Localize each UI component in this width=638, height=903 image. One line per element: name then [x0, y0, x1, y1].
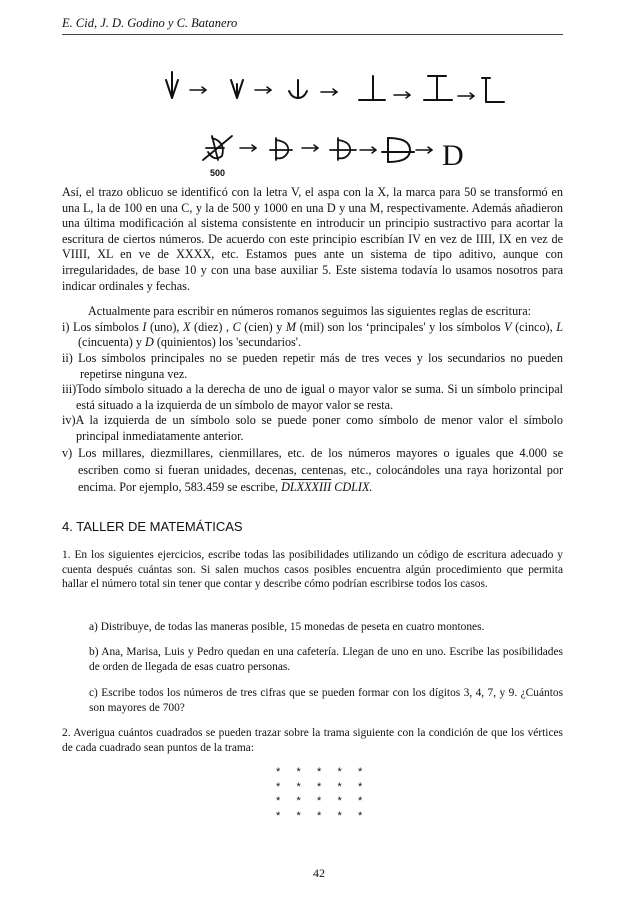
arrow-7: [302, 145, 318, 151]
arrow-8: [360, 147, 376, 153]
grid-dot: *: [358, 809, 363, 822]
body-text: [62, 185, 563, 496]
glyph-D: D: [442, 139, 464, 172]
overlined-number: DLXXXIII: [281, 479, 332, 494]
page-number: 42: [313, 866, 325, 880]
grid-dot: *: [317, 809, 322, 822]
glyph-arrow-psi-1: [166, 72, 178, 98]
grid-dot: *: [337, 795, 342, 807]
grid-dot: *: [337, 809, 342, 822]
glyph-perp-3: [289, 80, 307, 98]
grid-dot: *: [317, 795, 322, 807]
glyph-500-4: [382, 138, 414, 162]
rule-v: v) Los millares, diezmillares, cienmillares, etc. de los números mayores o iguales que 4.000 se escriben como si fueran unidades, decenas, centenas, etc., colocándoles una raya horizontal por encima. Por ejemplo, 583.459 se escribe, DLXXXIII CDLIX.: [62, 445, 563, 494]
glyph-perp-5: [424, 76, 452, 100]
paragraph-history: Así, el trazo oblicuo se identificó con la letra V, el aspa con la X, la marca para 50 se transformó en una L, la de 100 en una C, y la de 500 y 1000 en una D y una M, respectivamente. Además añadieron una última modificación al sistema consistente en introducir un principio sustractivo para acortar la escritura de ciertos números. De acuerdo con este principio escribían IV en vez de IIII, IX en vez de VIIII, XL en ve de XXXX, etc. Estamos pues ante un sistema de tipo aditivo, aunque con irregularidades, de base 10 y con una base auxiliar 5. Este sistema todavía lo usamos nosotros para indicar ordinales y fechas.: [62, 185, 563, 293]
glyph-perp-4: [359, 76, 385, 100]
arrow-4: [394, 92, 410, 98]
grid-dot: *: [337, 766, 342, 778]
label-500: 500: [210, 168, 226, 178]
exercise-1b: b) Ana, Marisa, Luis y Pedro quedan en una cafetería. Llegan de uno en uno. Escribe las posibilidades de orden de llegada de esas cuatro personas.: [89, 646, 563, 673]
rule-ii: ii) Los símbolos principales no se pueden repetir más de tres veces y los secundarios no pueden repetirse ninguna vez.: [62, 350, 563, 381]
rule-iii: iii)Todo símbolo situado a la derecha de uno de igual o mayor valor se suma. Si un símbolo principal está situado a la izquierda de un símbolo de mayor valor se resta.: [62, 382, 563, 412]
grid-dot: *: [296, 766, 301, 778]
arrow-1: [190, 87, 206, 93]
paragraph-rules-intro: Actualmente para escribir en números romanos seguimos las siguientes reglas de escritura:: [88, 304, 532, 319]
grid-dot: *: [296, 809, 301, 822]
rule-i: i) Los símbolos I (uno), X (diez) , C (cien) y M (mil) son los ‘principales' y los símbolos V (cinco), L (cincuenta) y D (quinientos) los 'secundarios'.: [62, 319, 563, 350]
arrow-5: [458, 93, 474, 99]
arrow-9: [416, 147, 432, 153]
exercise-1c: c) Escribe todos los números de tres cifras que se pueden formar con los dígitos 3, 4, 7, y 9. ¿Cuántos son mayores de 700?: [89, 687, 563, 714]
grid-dot: *: [358, 766, 363, 778]
symbol-evolution-figure: [0, 0, 638, 180]
glyph-L: [482, 78, 504, 102]
grid-dot: *: [317, 780, 322, 793]
grid-dot: *: [276, 809, 281, 822]
grid-dot: *: [296, 795, 301, 807]
grid-dot: *: [337, 780, 342, 793]
grid-dot: *: [358, 780, 363, 793]
arrow-2: [255, 87, 271, 93]
grid-dot: *: [276, 795, 281, 807]
grid-dot: *: [317, 766, 322, 778]
grid-dot: *: [276, 780, 281, 793]
glyph-500-circle: [203, 136, 232, 160]
arrow-3: [321, 89, 337, 95]
exercise-2: 2. Averigua cuántos cuadrados se pueden trazar sobre la trama siguiente con la condición de que los vértices de cada cuadrado sean puntos de la trama:: [62, 727, 563, 754]
rule-iv: iv)A la izquierda de un símbolo solo se puede poner como símbolo de menor valor el símbolo principal inmediatamente anterior.: [62, 413, 563, 443]
glyph-500-2: [270, 138, 292, 160]
grid-dot: *: [296, 780, 301, 793]
glyph-500-3: [330, 138, 356, 160]
glyph-arrow-down-2: [231, 80, 243, 98]
arrow-6: [240, 145, 256, 151]
exercise-1a: a) Distribuye, de todas las maneras posible, 15 monedas de peseta en cuatro montones.: [89, 621, 485, 633]
exercise-1: 1. En los siguientes ejercicios, escribe todas las posibilidades utilizando un código de escritura adecuado y cuenta después cuántas son. Si salen muchos casos posibles encuentra algún procedimiento que permita hallar el número total sin tener que contar y describe cómo podrían escribirse todos los casos.: [62, 549, 563, 591]
grid-dot: *: [358, 795, 363, 807]
grid-dot: *: [276, 766, 281, 778]
section-title: 4. TALLER DE MATEMÁTICAS: [62, 519, 243, 534]
running-header: E. Cid, J. D. Godino y C. Batanero: [62, 16, 238, 30]
